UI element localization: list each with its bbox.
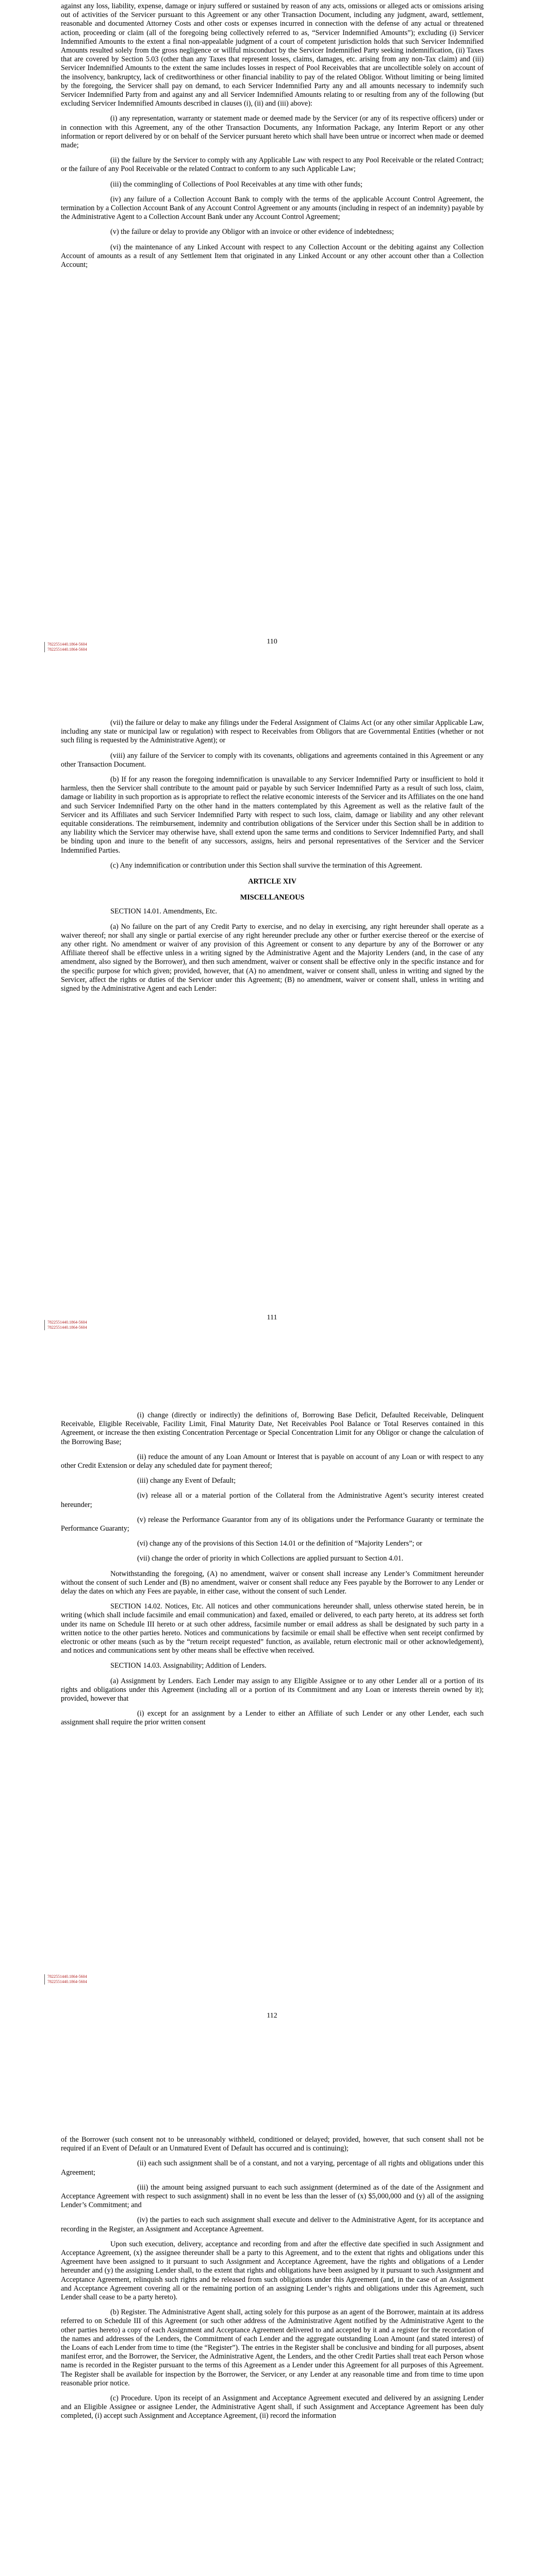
paragraph: (vi) change any of the provisions of this Section 14.01 or the definition of “Majority Lenders”; or <box>137 1539 422 1548</box>
page-number: 110 <box>267 638 277 646</box>
paragraph: (iii) the commingling of Collections of Pool Receivables at any time with other funds; <box>110 180 362 189</box>
footer-id: 7822551440.1864-5604 <box>47 1974 87 1979</box>
paragraph: (ii) reduce the amount of any Loan Amount or Interest that is payable on account of any Loan or with respect to any other Credit Extension or delay any scheduled date for payment thereof; <box>61 1452 484 1470</box>
page-number: 111 <box>267 1314 277 1321</box>
paragraph: (iv) release all or a material portion of the Collateral from the Administrative Agent’s security interest created hereunder; <box>61 1492 484 1509</box>
paragraph: (c) Procedure. Upon its receipt of an Assignment and Acceptance Agreement executed and delivered by an assigning Lender and an Eligible Assignee or assignee Lender, the Administrative Agent shall, if such Assignment and Acceptance Agreement has been duly completed, (i) accept such Assignment and Acceptance Agreement, (ii) record the information <box>61 2394 484 2420</box>
article-title: MISCELLANEOUS <box>240 893 305 902</box>
paragraph: (vi) the maintenance of any Linked Account with respect to any Collection Account or the debiting against any Collection Account of amounts as a result of any Settlement Item that originated in any Linked Account or any other account other than a Collection Account; <box>61 243 484 269</box>
article-heading: ARTICLE XIV <box>248 877 296 886</box>
paragraph: (iii) change any Event of Default; <box>137 1477 236 1485</box>
footer-id: 7822551440.1864-5604 <box>47 642 87 647</box>
paragraph: of the Borrower (such consent not to be unreasonably withheld, conditioned or delayed; provided, however, that such consent shall not be required if an Event of Default or an Unmatured Event of Default has occurred and is continuing); <box>61 2136 484 2153</box>
paragraph: (v) the failure or delay to provide any Obligor with an invoice or other evidence of indebtedness; <box>110 228 394 236</box>
paragraph: SECTION 14.02. Notices, Etc. All notices and other communications hereunder shall, unless otherwise stated herein, be in writing (which shall include facsimile and email communication) and faxed, emailed or delivered, to each party hereto, at its address set forth under its name on Schedule III hereto or at such other address, facsimile number or email address as shall be designated by such party in a written notice to the other parties hereto. Notices and communications by facsimile or email shall be effective when sent receipt confirmed by electronic or other means (such as by the “return receipt requested” function, as available, return electronic mail or other acknowledgement), and notices and communications sent by other means shall be effective when received. <box>61 1602 484 1655</box>
paragraph: (ii) each such assignment shall be of a constant, and not a varying, percentage of all rights and obligations under this Agreement; <box>61 2159 484 2177</box>
page-body <box>61 1411 484 1734</box>
paragraph: (a) No failure on the part of any Credit Party to exercise, and no delay in exercising, any right hereunder shall operate as a waiver thereof; nor shall any single or partial exercise of any right hereunder preclude any other or further exercise thereof or the exercise of any other right. No amendment or waiver of any provision of this Agreement or consent to any departure by any of the Borrower or any Affiliate thereof shall be effective unless in a writing signed by the Administrative Agent and the Majority Lenders (and, in the case of any amendment, also signed by the Borrower), and then such amendment, waiver or consent shall be effective only in the specific instance and for the specific purpose for which given; provided, however, that (A) no amendment, waiver or consent shall, unless in writing and signed by the Servicer, affect the rights or duties of the Servicer under this Agreement; (B) no amendment, waiver or consent shall, unless in writing and signed by the Administrative Agent and each Lender: <box>61 922 484 993</box>
paragraph: (b) Register. The Administrative Agent shall, acting solely for this purpose as an agent of the Borrower, maintain at its address referred to on Schedule III of this Agreement (or such other address of the Administrative Agent notified by the Administrative Agent to the other parties hereto) a copy of each Assignment and Acceptance Agreement delivered to and accepted by it and a register for the recordation of the names and addresses of the Lenders, the Commitment of each Lender and the aggregate outstanding Loan Amount (and stated interest) of the Loans of each Lender from time to time (the “Register”). The entries in the Register shall be conclusive and binding for all purposes, absent manifest error, and the Borrower, the Servicer, the Administrative Agent, the Lenders, and the other Credit Parties shall treat each Person whose name is recorded in the Register pursuant to the terms of this Agreement as a Lender under this Agreement for all purposes of this Agreement. The Register shall be available for inspection by the Borrower, the Servicer, or any Lender at any reasonable time and from time to time upon reasonable prior notice. <box>61 2308 484 2387</box>
paragraph: Notwithstanding the foregoing, (A) no amendment, waiver or consent shall increase any Lender’s Commitment hereunder without the consent of such Lender and (B) no amendment, waiver or consent shall reduce any Fees payable by the Borrower to any Lender or delay the dates on which any Fees are payable, in either case, without the consent of such Lender. <box>61 1569 484 1596</box>
paragraph: (iv) the parties to each such assignment shall execute and deliver to the Administrative Agent, for its acceptance and recording in the Register, an Assignment and Acceptance Agreement. <box>61 2216 484 2233</box>
paragraph: (i) change (directly or indirectly) the definitions of, Borrowing Base Deficit, Defaulted Receivable, Delinquent Receivable, Eligible Receivable, Facility Limit, Final Maturity Date, Net Receivables Pool Balance or Total Reserves contained in this Agreement, or increase the then existing Concentration Percentage or Special Concentration Limit for any Obligor or change the calculation of the Borrowing Base; <box>61 1411 484 1446</box>
page-number: 112 <box>267 2012 277 2020</box>
paragraph: (iii) the amount being assigned pursuant to each such assignment (determined as of the date of the Assignment and Acceptance Agreement with respect to such assignment) shall in no event be less than the lesser of (x) $5,000,000 and (y) all of the assigning Lender’s Commitment; and <box>61 2183 484 2210</box>
paragraph: (ii) the failure by the Servicer to comply with any Applicable Law with respect to any Pool Receivable or the related Contract; or the failure of any Pool Receivable or the related Contract to conform to any such Applicable Law; <box>61 156 484 174</box>
paragraph: (iv) any failure of a Collection Account Bank to comply with the terms of the applicable Account Control Agreement, the termination by a Collection Account Bank of any Account Control Agreement or any amounts (including in respect of an indemnity) payable by the Administrative Agent to a Collection Account Bank under any Account Control Agreement; <box>61 195 484 222</box>
page-body <box>61 2136 484 2427</box>
paragraph: (vii) change the order of priority in which Collections are applied pursuant to Section 4.01. <box>137 1554 404 1563</box>
section-heading: SECTION 14.01. Amendments, Etc. <box>110 907 217 916</box>
document-footer <box>47 1974 87 1985</box>
paragraph: (vii) the failure or delay to make any filings under the Federal Assignment of Claims Act (or any other similar Applicable Law, including any state or municipal law or regulation) with respect to Receivables from Obligors that are Governmental Entities (whether or not such filing is requested by the Administrative Agent); or <box>61 719 484 745</box>
footer-id: 7822551440.1864-5604 <box>47 647 87 652</box>
paragraph: (i) any representation, warranty or statement made or deemed made by the Servicer (or any of its respective officers) under or in connection with this Agreement, any of the other Transaction Documents, any Information Package, any Interim Report or any other information or report delivered by or on behalf of the Servicer pursuant hereto which shall have been untrue or incorrect when made or deemed made; <box>61 114 484 150</box>
paragraph: Upon such execution, delivery, acceptance and recording from and after the effective date specified in such Assignment and Acceptance Agreement, (x) the assignee thereunder shall be a party to this Agreement, and to the extent that rights and obligations under this Agreement have been assigned to it pursuant to such Assignment and Acceptance Agreement, have the rights and obligations of a Lender hereunder and (y) the assigning Lender shall, to the extent that rights and obligations have been assigned by it pursuant to such Assignment and Acceptance Agreement, relinquish such rights and be released from such obligations under this Agreement (and, in the case of an Assignment and Acceptance Agreement covering all or the remaining portion of an assigning Lender’s rights and obligations under this Agreement, such Lender shall cease to be a party hereto). <box>61 2240 484 2302</box>
section-heading: SECTION 14.03. Assignability; Addition of Lenders. <box>110 1662 267 1670</box>
footer-id: 7822551440.1864-5604 <box>47 1320 87 1325</box>
page-body <box>61 2 484 276</box>
paragraph: (i) except for an assignment by a Lender to either an Affiliate of such Lender or any other Lender, each such assignment shall require the prior written consent <box>61 1709 484 1727</box>
footer-rule <box>44 1974 45 1985</box>
footer-id: 7822551440.1864-5604 <box>47 1979 87 1984</box>
paragraph: against any loss, liability, expense, damage or injury suffered or sustained by reason of any acts, omissions or alleged acts or omissions arising out of activities of the Servicer pursuant to this Agreement or any other Transaction Document, including any judgment, award, settlement, reasonable and documented Attorney Costs and other costs or expenses incurred in connection with the defense of any actual or threatened action, proceeding or claim (all of the foregoing being collectively referred to as, “Servicer Indemnified Amounts”); excluding (i) Servicer Indemnified Amounts to the extent a final non-appealable judgment of a court of competent jurisdiction holds that such Servicer Indemnified Amounts resulted solely from the gross negligence or willful misconduct by the Servicer Indemnified Party seeking indemnification, (ii) Taxes that are covered by Section 5.03 (other than any Taxes that represent losses, claims, damages, etc. arising from any non-Tax claim) and (iii) Servicer Indemnified Amounts to the extent the same includes losses in respect of Pool Receivables that are uncollectible solely on account of the insolvency, bankruptcy, lack of creditworthiness or other financial inability to pay of the related Obligor. Without limiting or being limited by the foregoing, the Servicer shall pay on demand, to each Servicer Indemnified Party any and all amounts necessary to indemnify such Servicer Indemnified Party from and against any and all Servicer Indemnified Amounts relating to or resulting from any of the following (but excluding Servicer Indemnified Amounts described in clauses (i), (ii) and (iii) above): <box>61 2 484 108</box>
paragraph: (c) Any indemnification or contribution under this Section shall survive the termination of this Agreement. <box>110 861 422 870</box>
page-body <box>61 719 484 999</box>
paragraph: (v) release the Performance Guarantor from any of its obligations under the Performance Guaranty or terminate the Performance Guaranty; <box>61 1515 484 1533</box>
paragraph: (a) Assignment by Lenders. Each Lender may assign to any Eligible Assignee or to any other Lender all or a portion of its rights and obligations under this Agreement (including all or a portion of its Commitment and any Loan or interests therein owned by it); provided, however that <box>61 1676 484 1703</box>
paragraph: (viii) any failure of the Servicer to comply with its covenants, obligations and agreements contained in this Agreement or any other Transaction Document. <box>61 751 484 769</box>
paragraph: (b) If for any reason the foregoing indemnification is unavailable to any Servicer Indemnified Party or insufficient to hold it harmless, then the Servicer shall contribute to the amount paid or payable by such Servicer Indemnified Party as a result of such loss, claim, damage or liability in such proportion as is appropriate to reflect the relative economic interests of the Servicer and its Affiliates on the one hand and such Servicer Indemnified Party on the other hand in the matters contemplated by this Agreement as well as the relative fault of the Servicer and its Affiliates and such Servicer Indemnified Party with respect to such loss, claim, damage or liability and any other relevant equitable considerations. The reimbursement, indemnity and contribution obligations of the Servicer under this Section shall be in addition to any liability which the Servicer may otherwise have, shall extend upon the same terms and conditions to Servicer Indemnified Party, and shall be binding upon and inure to the benefit of any successors, assigns, heirs and personal representatives of the Servicer and the Servicer Indemnified Parties. <box>61 775 484 855</box>
footer-id: 7822551440.1864-5604 <box>47 1325 87 1330</box>
